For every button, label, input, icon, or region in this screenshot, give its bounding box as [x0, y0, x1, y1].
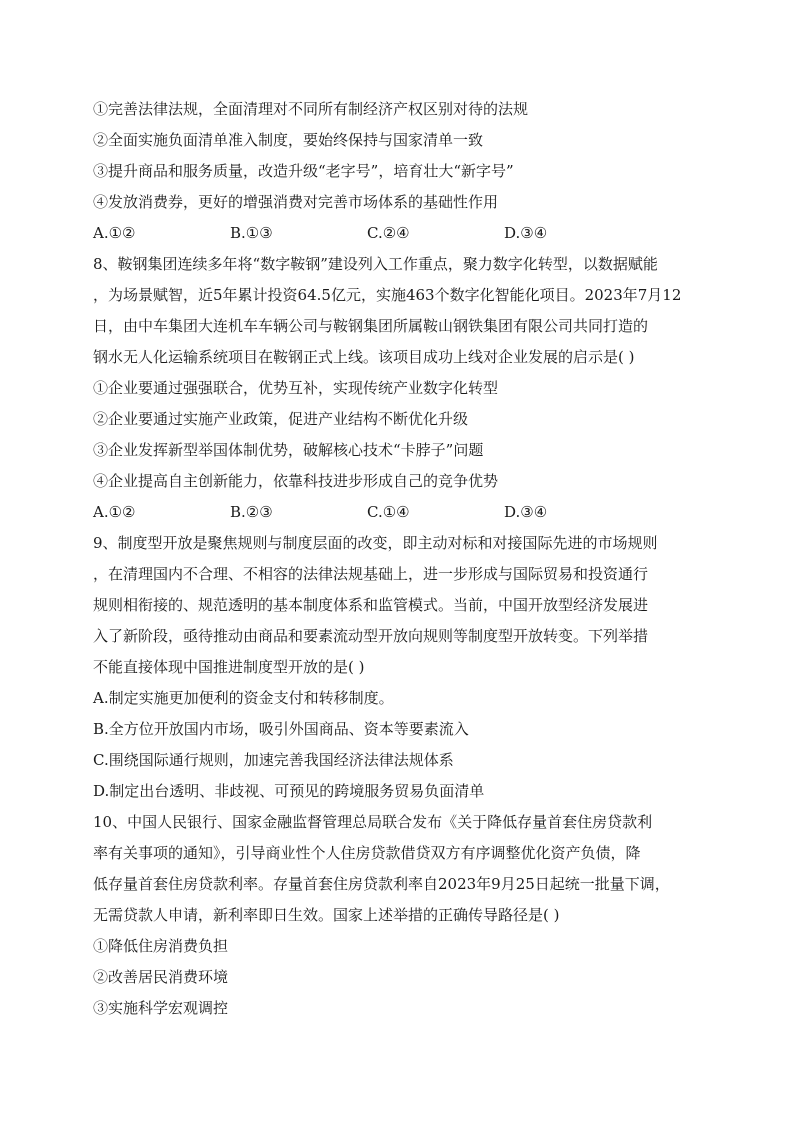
q9-stem-line-1: 9、制度型开放是聚焦规则与制度层面的改变，即主动对标和对接国际先进的市场规则	[93, 534, 658, 552]
q7-option-c: C.②④	[367, 224, 410, 242]
q7-option-d: D.③④	[504, 224, 548, 242]
q8-options	[93, 497, 708, 528]
q8-option-a: A.①②	[93, 503, 136, 521]
q7-options	[93, 218, 708, 249]
q9-choice-a: A.制定实施更加便利的资金支付和转移制度。	[93, 689, 394, 707]
exam-content	[93, 94, 708, 1024]
question-8	[93, 249, 708, 528]
q7-statement-2: ②全面实施负面清单准入制度，要始终保持与国家清单一致	[93, 131, 484, 149]
q9-stem-line-4: 入了新阶段，亟待推动由商品和要素流动型开放向规则等制度型开放转变。下列举措	[93, 627, 649, 645]
q9-stem-line-2: ，在清理国内不合理、不相容的法律法规基础上，进一步形成与国际贸易和投资通行	[93, 565, 649, 583]
question-7-tail	[93, 94, 708, 249]
q10-statement-3: ③实施科学宏观调控	[93, 999, 229, 1017]
q8-statement-1: ①企业要通过强强联合，优势互补，实现传统产业数字化转型	[93, 379, 499, 397]
q8-statement-2: ②企业要通过实施产业政策，促进产业结构不断优化升级	[93, 410, 469, 428]
q10-stem-line-2: 率有关事项的通知》，引导商业性个人住房贷款借贷双方有序调整优化资产负债，降	[93, 844, 641, 862]
q7-statement-4: ④发放消费券，更好的增强消费对完善市场体系的基础性作用	[93, 193, 499, 211]
q8-stem-line-4: 钢水无人化运输系统项目在鞍钢正式上线。该项目成功上线对企业发展的启示是( )	[93, 348, 635, 366]
q10-statement-1: ①降低住房消费负担	[93, 937, 229, 955]
q8-statement-3: ③企业发挥新型举国体制优势，破解核心技术“卡脖子”问题	[93, 441, 484, 459]
q7-option-b: B.①③	[230, 224, 273, 242]
q9-choice-d: D.制定出台透明、非歧视、可预见的跨境服务贸易负面清单	[93, 782, 485, 800]
q8-statement-4: ④企业提高自主创新能力，依靠科技进步形成自己的竞争优势	[93, 472, 499, 490]
q7-statement-1: ①完善法律法规，全面清理对不同所有制经济产权区别对待的法规	[93, 100, 529, 118]
q10-stem-line-4: 无需贷款人申请，新利率即日生效。国家上述举措的正确传导路径是( )	[93, 906, 560, 924]
q10-stem-line-1: 10、中国人民银行、国家金融监督管理总局联合发布《关于降低存量首套住房贷款利	[93, 813, 653, 831]
question-9	[93, 528, 708, 807]
q8-option-b: B.②③	[230, 503, 273, 521]
q10-statement-2: ②改善居民消费环境	[93, 968, 229, 986]
q9-stem-line-3: 规则相衔接的、规范透明的基本制度体系和监管模式。当前，中国开放型经济发展进	[93, 596, 649, 614]
q8-stem-line-2: ，为场景赋智，近5年累计投资64.5亿元，实施463个数字化智能化项目。2023年7月12	[93, 286, 682, 304]
q8-stem-line-3: 日，由中车集团大连机车车辆公司与鞍钢集团所属鞍山钢铁集团有限公司共同打造的	[93, 317, 649, 335]
q7-option-a: A.①②	[93, 224, 136, 242]
q8-option-d: D.③④	[504, 503, 548, 521]
q10-stem-line-3: 低存量首套住房贷款利率。存量首套住房贷款利率自2023年9月25日起统一批量下调，	[93, 875, 670, 893]
q9-choice-b: B.全方位开放国内市场，吸引外国商品、资本等要素流入	[93, 720, 469, 738]
q9-choice-c: C.围绕国际通行规则，加速完善我国经济法律法规体系	[93, 751, 454, 769]
q7-statement-3: ③提升商品和服务质量，改造升级“老字号”，培育壮大“新字号”	[93, 162, 514, 180]
q8-stem-line-1: 8、鞍钢集团连续多年将“数字鞍钢”建设列入工作重点，聚力数字化转型，以数据赋能	[93, 255, 658, 273]
q8-option-c: C.①④	[367, 503, 410, 521]
q9-stem-line-5: 不能直接体现中国推进制度型开放的是( )	[93, 658, 365, 676]
question-10	[93, 807, 708, 1024]
